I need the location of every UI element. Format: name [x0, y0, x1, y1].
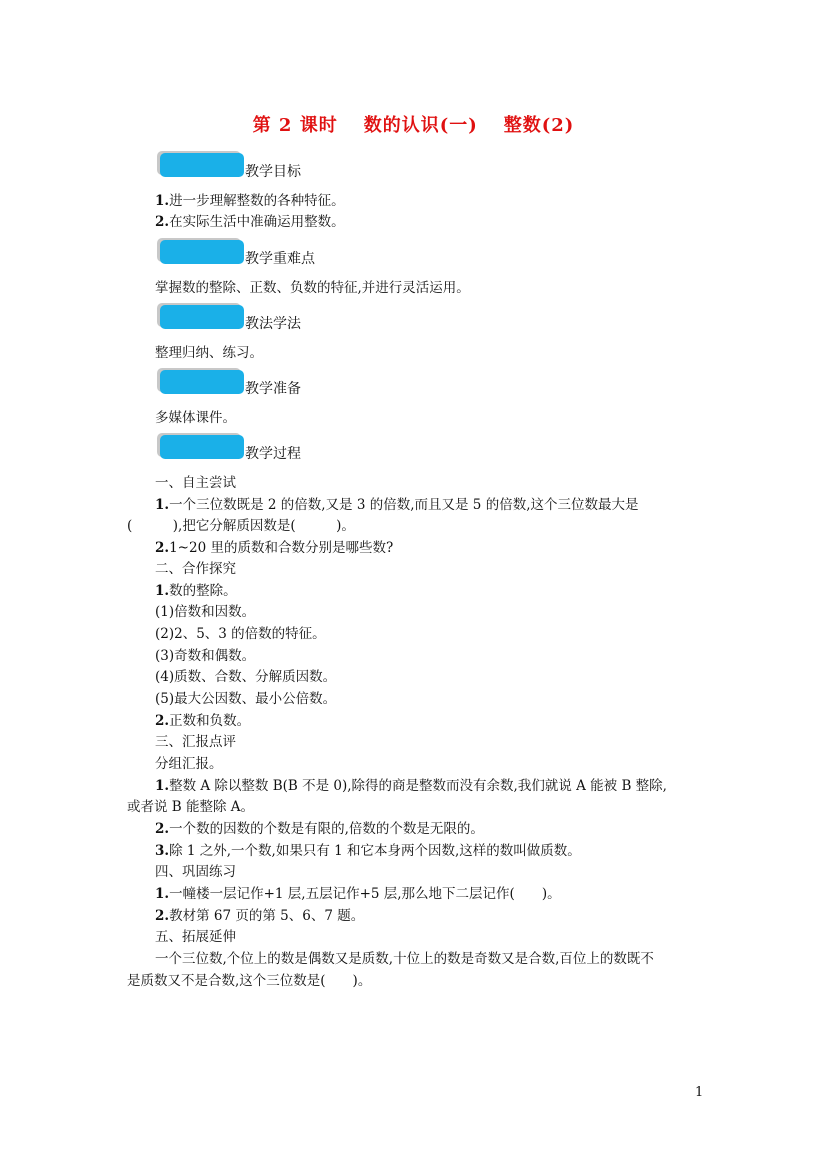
section-heading-process: 教学过程: [245, 446, 301, 462]
section-heading-prep: 教学准备: [245, 381, 301, 397]
paragraph: 分组汇报。: [155, 756, 223, 772]
section-badge: [160, 305, 244, 329]
title-lesson: 第 2 课时: [252, 115, 338, 136]
list-item: (3)奇数和偶数。: [155, 648, 256, 664]
paragraph: 2.一个数的因数的个数是有限的,倍数的个数是无限的。: [155, 821, 484, 837]
title-subtopic: 整数(2): [503, 115, 575, 136]
question-line: 2.1~20 里的质数和合数分别是哪些数?: [155, 540, 394, 556]
title-topic: 数的认识(一): [363, 115, 478, 136]
list-item: (4)质数、合数、分解质因数。: [155, 669, 337, 685]
paragraph: 1.整数 A 除以整数 B(B 不是 0),除得的商是整数而没有余数,我们就说 A 能被 B 整除,: [155, 778, 667, 794]
paragraph: 或者说 B 能整除 A。: [127, 799, 255, 815]
goal-item: 2.在实际生活中准确运用整数。: [155, 214, 345, 230]
section-badge: [160, 370, 244, 394]
subheading: 二、合作探究: [155, 561, 236, 577]
paragraph: 是质数又不是合数,这个三位数是( )。: [127, 973, 372, 989]
question-line: ( ),把它分解质因数是( )。: [127, 518, 355, 534]
subheading: 五、拓展延伸: [155, 929, 236, 945]
section-badge: [160, 435, 244, 459]
section-heading-difficulty: 教学重难点: [245, 251, 315, 267]
exercise-item: 2.教材第 67 页的第 5、6、7 题。: [155, 908, 365, 924]
section-badge: [160, 153, 244, 177]
list-item: (1)倍数和因数。: [155, 604, 256, 620]
list-item: 1.数的整除。: [155, 583, 237, 599]
section-badge: [160, 240, 244, 264]
page-title: [0, 111, 827, 137]
list-item: (5)最大公因数、最小公倍数。: [155, 691, 337, 707]
prep-text: 多媒体课件。: [155, 410, 236, 426]
paragraph: 3.除 1 之外,一个数,如果只有 1 和它本身两个因数,这样的数叫做质数。: [155, 843, 581, 859]
section-heading-goals: 教学目标: [245, 164, 301, 180]
paragraph: 一个三位数,个位上的数是偶数又是质数,十位上的数是奇数又是合数,百位上的数既不: [155, 951, 654, 967]
section-heading-methods: 教法学法: [245, 316, 301, 332]
methods-text: 整理归纳、练习。: [155, 345, 263, 361]
subheading: 四、巩固练习: [155, 864, 236, 880]
page-number: 1: [695, 1085, 704, 1100]
subheading: 三、汇报点评: [155, 734, 236, 750]
difficulty-text: 掌握数的整除、正数、负数的特征,并进行灵活运用。: [155, 280, 470, 296]
goal-item: 1.进一步理解整数的各种特征。: [155, 193, 345, 209]
list-item: (2)2、5、3 的倍数的特征。: [155, 626, 326, 642]
exercise-item: 1.一幢楼一层记作+1 层,五层记作+5 层,那么地下二层记作( )。: [155, 886, 561, 902]
question-line: 1.一个三位数既是 2 的倍数,又是 3 的倍数,而且又是 5 的倍数,这个三位数最大是: [155, 497, 639, 513]
list-item: 2.正数和负数。: [155, 713, 251, 729]
subheading: 一、自主尝试: [155, 475, 236, 491]
